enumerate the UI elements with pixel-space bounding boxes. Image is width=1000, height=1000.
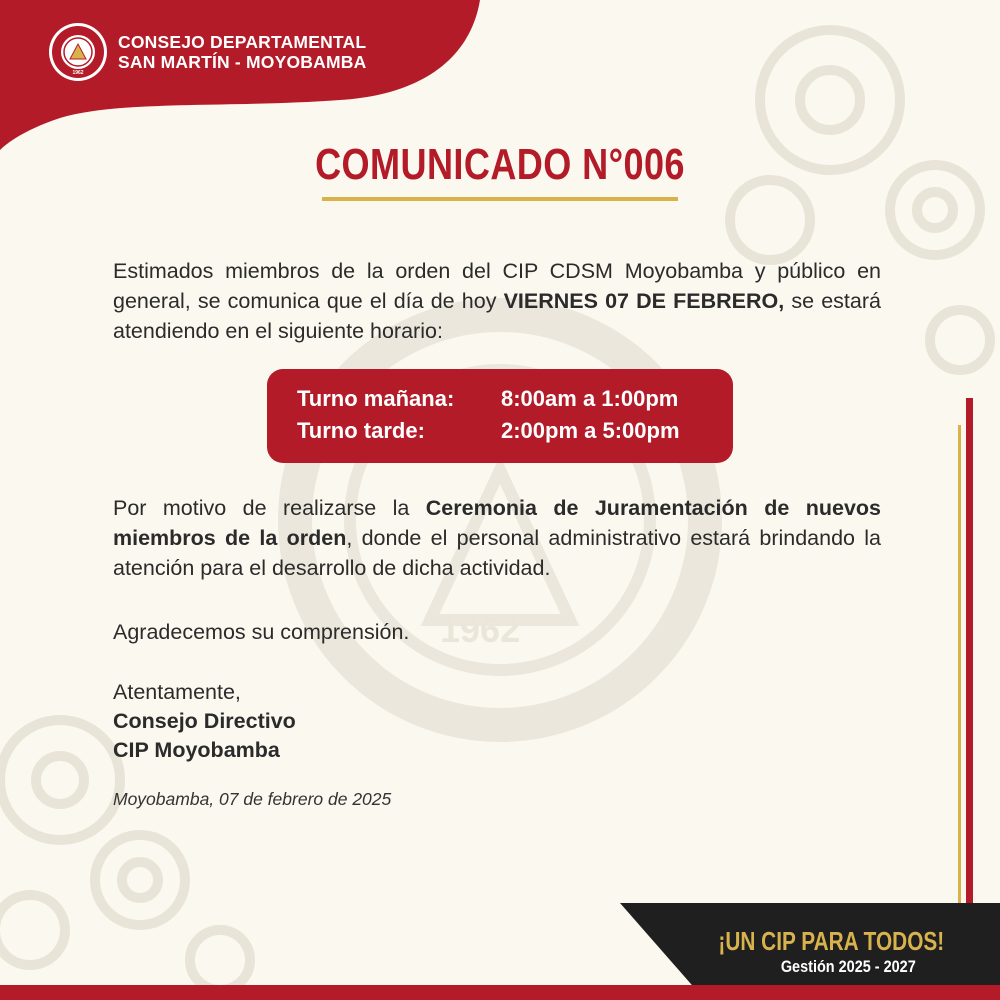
organization-line-1: CONSEJO DEPARTAMENTAL <box>118 32 367 52</box>
cip-logo <box>48 22 108 82</box>
date-line: Moyobamba, 07 de febrero de 2025 <box>113 789 392 809</box>
organization-name <box>118 32 366 72</box>
schedule-box <box>267 369 733 463</box>
signature-line-1: Consejo Directivo <box>113 709 296 733</box>
reason-highlight: Ceremonia de Juramentación de nuevos miembros de la orden <box>113 496 882 550</box>
reason-paragraph <box>113 493 881 583</box>
signature-line-2: CIP Moyobamba <box>113 738 280 762</box>
footer-strip <box>0 985 1000 1000</box>
reason-text-2: , donde el personal administrativo estará brindando la atención para el desarrollo de dicha actividad. <box>113 526 882 580</box>
schedule-hours: 8:00am a 1:00pm <box>501 386 679 411</box>
page-title: COMUNICADO N°006 <box>315 140 685 189</box>
svg-text:1962: 1962 <box>440 609 521 650</box>
intro-date-highlight: VIERNES 07 DE FEBRERO, <box>503 289 785 313</box>
accent-bar-red <box>966 398 973 903</box>
footer-term: Gestión 2025 - 2027 <box>781 957 916 976</box>
intro-paragraph <box>113 256 881 346</box>
organization-line-2: SAN MARTÍN - MOYOBAMBA <box>118 52 367 72</box>
schedule-label: Turno tarde: <box>297 418 425 443</box>
reason-text-1: Por motivo de realizarse la <box>113 496 426 520</box>
schedule-label: Turno mañana: <box>297 386 455 411</box>
intro-text-2: se estará atendiendo en el siguiente horario: <box>113 289 881 343</box>
schedule-row-afternoon <box>297 418 680 444</box>
header-brand <box>48 22 366 82</box>
footer-slogan: ¡UN CIP PARA TODOS! <box>718 926 944 956</box>
schedule-hours: 2:00pm a 5:00pm <box>501 418 680 443</box>
signature-greeting: Atentamente, <box>113 680 241 704</box>
svg-text:1962: 1962 <box>72 70 84 76</box>
intro-text-1: Estimados miembros de la orden del CIP CDSM Moyobamba y público en general, se comunica que el día de hoy <box>113 259 881 313</box>
schedule-row-morning <box>297 386 678 412</box>
accent-bar-gold <box>958 425 961 903</box>
thanks-text: Agradecemos su comprensión. <box>113 620 410 644</box>
title-underline <box>322 197 678 201</box>
